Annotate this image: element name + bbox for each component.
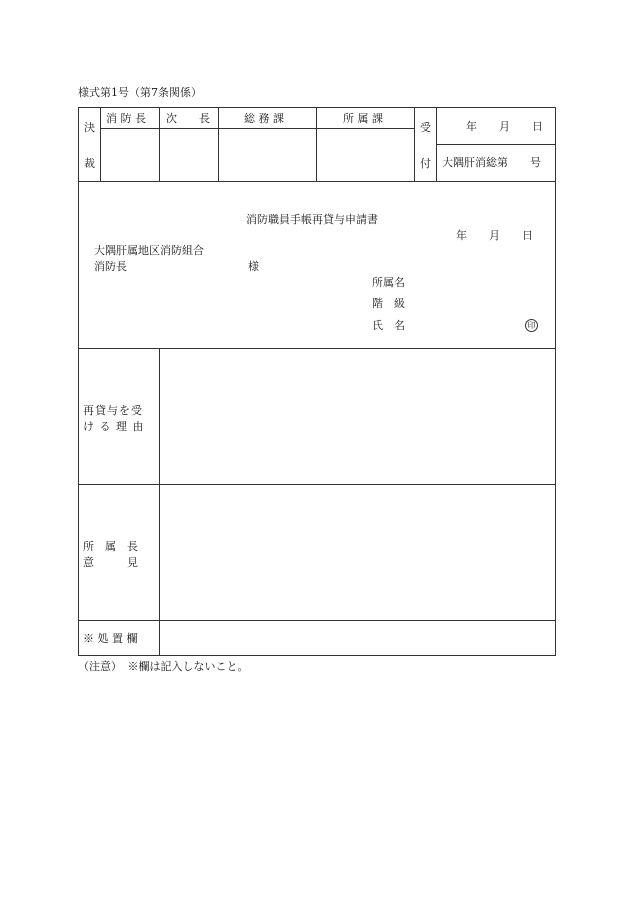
approver-department-header: 所 属 課 bbox=[343, 112, 383, 125]
approver-deputy-header: 次 長 bbox=[166, 112, 210, 125]
seal-icon: 印 bbox=[525, 319, 538, 332]
opinion-input-area[interactable] bbox=[160, 485, 555, 620]
form-number-label: 様式第1号（第7条関係） bbox=[78, 86, 202, 99]
applicant-rank-label: 階 級 bbox=[372, 297, 405, 310]
kessai-label-bottom: 裁 bbox=[84, 157, 95, 170]
divider bbox=[436, 107, 437, 181]
addressee-title: 消防長 bbox=[94, 260, 127, 273]
application-date[interactable]: 年 月 日 bbox=[456, 229, 533, 242]
kessai-label-top: 決 bbox=[84, 121, 95, 134]
opinion-label-line1: 所 属 長 bbox=[83, 540, 138, 553]
receipt-number[interactable]: 大隅肝消総第 号 bbox=[442, 156, 541, 169]
approver-chief-stamp-cell[interactable] bbox=[101, 129, 159, 181]
approver-general-affairs-header: 総 務 課 bbox=[244, 112, 284, 125]
applicant-affiliation-label: 所属名 bbox=[372, 276, 405, 289]
disposition-input-area[interactable] bbox=[160, 621, 555, 655]
receipt-date[interactable]: 年 月 日 bbox=[466, 120, 543, 133]
addressee-organization: 大隅肝属地区消防組合 bbox=[94, 244, 204, 257]
divider bbox=[78, 181, 556, 182]
receipt-label-top: 受 bbox=[420, 121, 431, 134]
applicant-rank-field[interactable] bbox=[412, 295, 542, 311]
addressee-honorific: 様 bbox=[248, 260, 259, 273]
disposition-label: ※ 処 置 欄 bbox=[83, 632, 138, 645]
reason-input-area[interactable] bbox=[160, 349, 555, 484]
approver-department-stamp-cell[interactable] bbox=[317, 129, 414, 181]
document-title: 消防職員手帳再貸与申請書 bbox=[246, 213, 378, 226]
footer-note: （注意） ※欄は記入しないこと。 bbox=[78, 660, 249, 673]
applicant-name-field[interactable] bbox=[412, 317, 522, 333]
opinion-label-line2: 意 見 bbox=[83, 556, 138, 569]
applicant-affiliation-field[interactable] bbox=[412, 274, 542, 290]
approver-general-affairs-stamp-cell[interactable] bbox=[219, 129, 316, 181]
divider bbox=[436, 144, 556, 145]
receipt-label-bottom: 付 bbox=[420, 157, 431, 170]
reason-label-line2: け る 理 由 bbox=[83, 420, 145, 433]
divider bbox=[414, 107, 415, 181]
approver-deputy-stamp-cell[interactable] bbox=[160, 129, 218, 181]
applicant-name-label: 氏 名 bbox=[372, 319, 405, 332]
approver-chief-header: 消 防 長 bbox=[106, 112, 146, 125]
reason-label-line1: 再貸与を受 bbox=[83, 404, 143, 417]
